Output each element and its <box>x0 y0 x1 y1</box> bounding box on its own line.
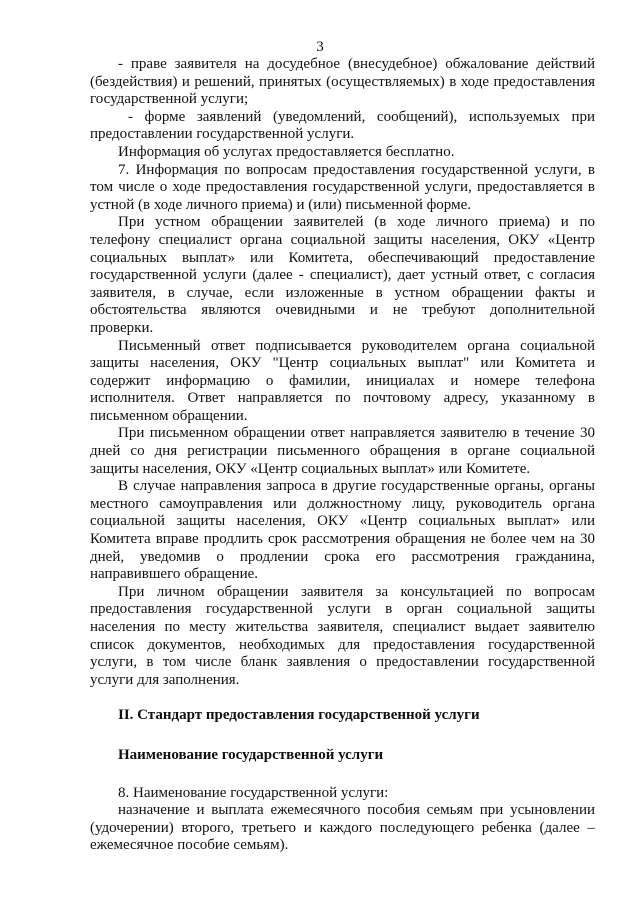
page-number: 3 <box>316 39 324 55</box>
paragraph-term-extension: В случае направления запроса в другие государственные органы, органы местного самоуправления или должностному лицу, руководитель органа социальной защиты населения, ОКУ «Центр социальных выплат» или Комитета вправе продлить срок рассмотрения обращения не более чем на 30 дней, уведомив о продлении срока его рассмотрения гражданина, направившего обращение. <box>90 478 595 583</box>
paragraph-service-name: назначение и выплата ежемесячного пособия семьям при усыновлении (удочерении) второго, третьего и каждого последующего ребенка (далее – ежемесячное пособие семьям). <box>90 802 595 854</box>
sub-heading: Наименование государственной услуги <box>118 746 384 763</box>
paragraph-item-7: 7. Информация по вопросам предоставления государственной услуги, в том числе о ходе предоставления государственной услуги, предоставляется в устной (в ходе личного приема) и (или) письменной форме. <box>90 161 595 213</box>
paragraph-application-forms: - форме заявлений (уведомлений, сообщений), используемых при предоставлении государственной услуги. <box>90 108 595 143</box>
document-body <box>90 56 595 855</box>
paragraph-appeal-right: - праве заявителя на досудебное (внесудебное) обжалование действий (бездействия) и решений, принятых (осуществляемых) в ходе предоставления государственной услуги; <box>90 56 595 108</box>
paragraph-item-8: 8. Наименование государственной услуги: <box>118 784 389 801</box>
paragraph-free-info: Информация об услугах предоставляется бесплатно. <box>118 143 455 160</box>
paragraph-oral-appeal: При устном обращении заявителей (в ходе личного приема) и по телефону специалист органа социальной защиты населения, ОКУ «Центр социальных выплат» или Комитета, обеспечивающий предоставление государственной услуги (далее - специалист), дает устный ответ, с согласия заявителя, в случае, если изложенные в устном обращении факты и обстоятельства являются очевидными и не требуют дополнительной проверки. <box>90 214 595 336</box>
paragraph-personal-consultation: При личном обращении заявителя за консультацией по вопросам предоставления государственной услуги в орган социальной защиты населения по месту жительства заявителя, специалист выдает заявителю список документов, необходимых для предоставления государственной услуги, в том числе бланк заявления о предоставлении государственной услуги для заполнения. <box>90 583 595 688</box>
paragraph-written-answer: Письменный ответ подписывается руководителем органа социальной защиты населения, ОКУ "Центр социальных выплат" или Комитета и содержит информацию о фамилии, инициалах и номере телефона исполнителя. Ответ направляется по почтовому адресу, указанному в письменном обращении. <box>90 337 595 424</box>
paragraph-written-appeal-term: При письменном обращении ответ направляется заявителю в течение 30 дней со дня регистрации письменного обращения в органе социальной защиты населения, ОКУ «Центр социальных выплат» или Комитете. <box>90 425 595 477</box>
section-heading: II. Стандарт предоставления государственной услуги <box>118 707 480 724</box>
